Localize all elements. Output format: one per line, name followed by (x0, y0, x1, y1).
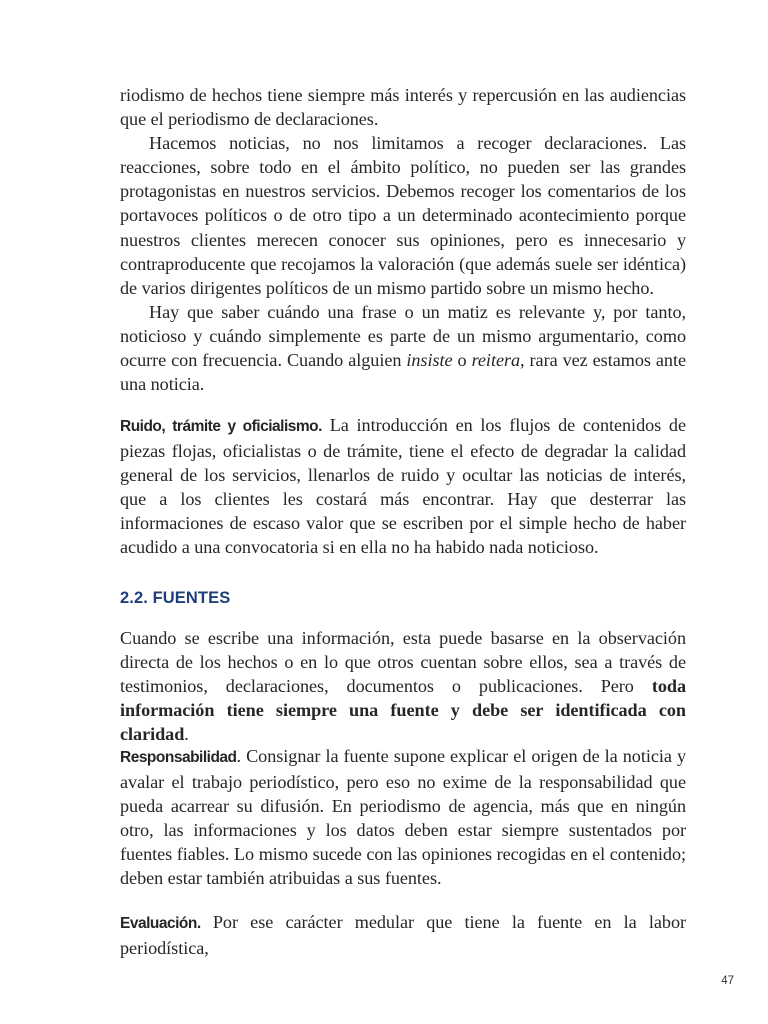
paragraph-noticias: Hacemos noticias, no nos limitamos a recoger declaraciones. Las reacciones, sobre todo en el ámbito político, no pueden ser las grandes protagonistas en nuestros servicios. Debemos recoger los comentarios de los portavoces políticos o de otro tipo a un determinado acontecimiento porque nuestros clientes merecen conocer sus opiniones, pero es innecesario y contraproducente que recojamos la valoración (que además suele ser idéntica) de varios dirigentes políticos de un mismo partido sobre un mismo hecho. (120, 133, 686, 298)
paragraph-matiz (120, 300, 686, 396)
runin-evaluacion-label: Evaluación. (120, 915, 201, 932)
body-text-block-1 (120, 83, 686, 396)
paragraph-fuentes-text: Cuando se escribe una información, esta puede basarse en la observación directa de los hechos o en lo que otros cuentan sobre ellos, sea a través de testimonios, declaraciones, documentos o publicaciones. Pero (120, 628, 686, 697)
paragraph-continuation: riodismo de hechos tiene siempre más interés y repercusión en las audiencias que el periodismo de declaraciones. (120, 85, 686, 130)
body-text-block-ruido (120, 413, 686, 560)
body-text-block-fuentes (120, 626, 686, 746)
italic-insiste: insiste (406, 350, 453, 371)
paragraph-responsabilidad (120, 744, 686, 891)
runin-ruido-label: Ruido, trámite y oficialismo. (120, 418, 322, 435)
paragraph-responsabilidad-text: . Consignar la fuente supone explicar el origen de la noticia y avalar el trabajo periodístico, pero eso no exime de la responsabilidad que pueda acarrear su difusión. En periodismo de agencia, más que en ningún otro, las informaciones y los datos deben estar siempre sustentados por fuentes fiables. Lo mismo sucede con las opiniones recogidas en el contenido; deben estar también atribuidas a sus fuentes. (120, 746, 686, 889)
paragraph-fuentes-end: . (184, 724, 189, 745)
runin-responsabilidad-label: Responsabilidad (120, 749, 237, 766)
paragraph-matiz-text-a: Hay que saber cuándo una frase o un matiz es relevante y, por tanto, noticioso y cuándo simplemente es parte de un mismo argumentario, como ocurre con frecuencia. Cuando alguien (120, 301, 686, 371)
italic-reitera: reitera (471, 350, 521, 371)
paragraph-ruido-text: La introducción en los flujos de contenidos de piezas flojas, oficialistas o de trámite, tiene el efecto de degradar la calidad general de los servicios, llenarlos de ruido y ocultar las noticias de interés, que a los clientes les costará más encontrar. Hay que desterrar las informaciones de escaso valor que se escriben por el simple hecho de haber acudido a una convocatoria si en ella no ha habido nada noticioso. (120, 415, 686, 558)
paragraph-evaluacion (120, 910, 686, 960)
body-text-block-responsabilidad (120, 744, 686, 891)
paragraph-fuentes-bold: toda información tiene siempre una fuente y debe ser identificada con claridad (120, 676, 686, 745)
paragraph-matiz-text-c: , rara vez estamos ante una noticia. (120, 350, 686, 395)
paragraph-ruido (120, 413, 686, 560)
paragraph-evaluacion-text: Por ese carácter medular que tiene la fuente en la labor periodística, (120, 912, 686, 959)
paragraph-fuentes (120, 626, 686, 746)
body-text-block-evaluacion (120, 910, 686, 960)
section-heading-fuentes: 2.2. FUENTES (120, 589, 231, 607)
paragraph-matiz-text-b: o (452, 350, 472, 371)
page-number: 47 (721, 975, 734, 987)
